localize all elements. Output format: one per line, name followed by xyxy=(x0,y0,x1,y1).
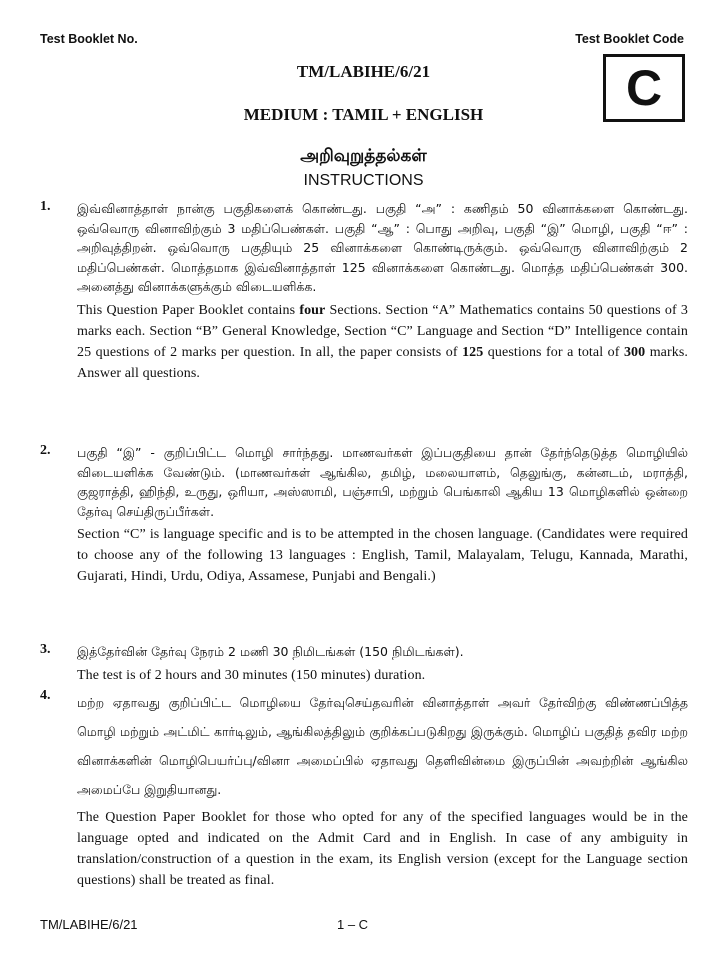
instructions-title-tamil: அறிவுறுத்தல்கள் xyxy=(300,146,427,166)
test-booklet-code-label: Test Booklet Code xyxy=(575,32,684,46)
test-booklet-no-label: Test Booklet No. xyxy=(40,32,138,46)
item-tamil-text: மற்ற ஏதாவது குறிப்பிட்ட மொழியை தேர்வுசெய்தவரின் வினாத்தாள் அவர் தேர்விற்கு விண்ணப்பித்த மொழி மற்றும் அட்மிட் கார்டிலும், ஆங்கிலத்திலும் குறிக்கப்படுகிறது இருக்கும். மொழிப் பகுதித் தவிர மற்ற வினாக்களின் மொழிபெயர்ப்பு/வினா அமைப்பில் ஏதாவது தெளிவின்மை இருப்பின் அவற்றின் ஆங்கில அமைப்பே இறுதியானது. xyxy=(77,695,688,797)
instructions-title: INSTRUCTIONS xyxy=(303,172,424,189)
item-number: 3. xyxy=(40,642,51,657)
instruction-item-1 xyxy=(40,199,688,384)
item-tamil-text: பகுதி “இ” - குறிப்பிட்ட மொழி சார்ந்தது. மாணவர்கள் இப்பகுதியை தான் தேர்ந்தெடுத்த மொழியில் விடையளிக்க வேண்டும். (மாணவர்கள் ஆங்கில, தமிழ், மலையாளம், தெலுங்கு, கன்னடம், மராத்தி, குஜராத்தி, ஹிந்தி, உருது, ஒரியா, அஸ்ஸாமி, பஞ்சாபி, மற்றும் பெங்காலி ஆகிய 13 மொழிகளில் ஒன்றை தேர்வு செய்திருப்பீர்கள். xyxy=(77,445,688,519)
instruction-item-2 xyxy=(40,443,688,587)
item-english-text: The test is of 2 hours and 30 minutes (150 minutes) duration. xyxy=(77,667,426,683)
item-number: 2. xyxy=(40,443,51,458)
footer-reference: TM/LABIHE/6/21 xyxy=(40,917,138,932)
medium-heading: MEDIUM : TAMIL + ENGLISH xyxy=(243,105,484,124)
item-number: 4. xyxy=(40,688,51,703)
item-english-text: This Question Paper Booklet contains four Sections. Section “A” Mathematics contains 50 questions of 3 marks each. Section “B” General Knowledge, Section “C” Language and Section “D” Intelligence contain 25 questions of 2 marks per question. In all, the paper consists of 125 questions for a total of 300 marks. Answer all questions. xyxy=(77,302,689,381)
page-number: 1 – C xyxy=(337,917,369,932)
instruction-item-3 xyxy=(40,642,688,686)
paper-reference: TM/LABIHE/6/21 xyxy=(296,62,431,81)
item-english-text: The Question Paper Booklet for those who opted for any of the specified languages would be in the language opted and indicated on the Admit Card and in English. In case of any ambiguity in translation/construction of a question in the exam, its English version (except for the Language section questions) shall be treated as final. xyxy=(77,810,688,888)
booklet-code-box: C xyxy=(603,54,685,122)
item-tamil-text: இத்தேர்வின் தேர்வு நேரம் 2 மணி 30 நிமிடங்கள் (150 நிமிடங்கள்). xyxy=(77,644,464,659)
item-tamil-text: இவ்வினாத்தாள் நான்கு பகுதிகளைக் கொண்டது. பகுதி “அ” : கணிதம் 50 வினாக்களை கொண்டது. ஒவ்வொரு வினாவிற்கும் 3 மதிப்பெண்கள். பகுதி “ஆ” : பொது அறிவு, பகுதி “இ” மொழி, பகுதி “ஈ” : அறிவுத்திறன். ஒவ்வொரு பகுதியும் 25 வினாக்களை கொண்டிருக்கும். ஒவ்வொரு வினாவிற்கும் 2 மதிப்பெண்கள். மொத்தமாக இவ்வினாத்தாள் 125 வினாக்களை கொண்டது. மொத்த மதிப்பெண்கள் 300. அனைத்து வினாக்களுக்கும் விடையளிக்க. xyxy=(77,201,688,294)
instruction-item-4 xyxy=(40,688,688,891)
item-number: 1. xyxy=(40,199,51,214)
item-english-text: Section “C” is language specific and is to be attempted in the chosen language. (Candidates were required to choose any of the following 13 languages : English, Tamil, Malayalam, Telugu, Kannada, Marathi, Gujarati, Hindi, Urdu, Odiya, Assamese, Punjabi and Bengali.) xyxy=(77,527,688,584)
